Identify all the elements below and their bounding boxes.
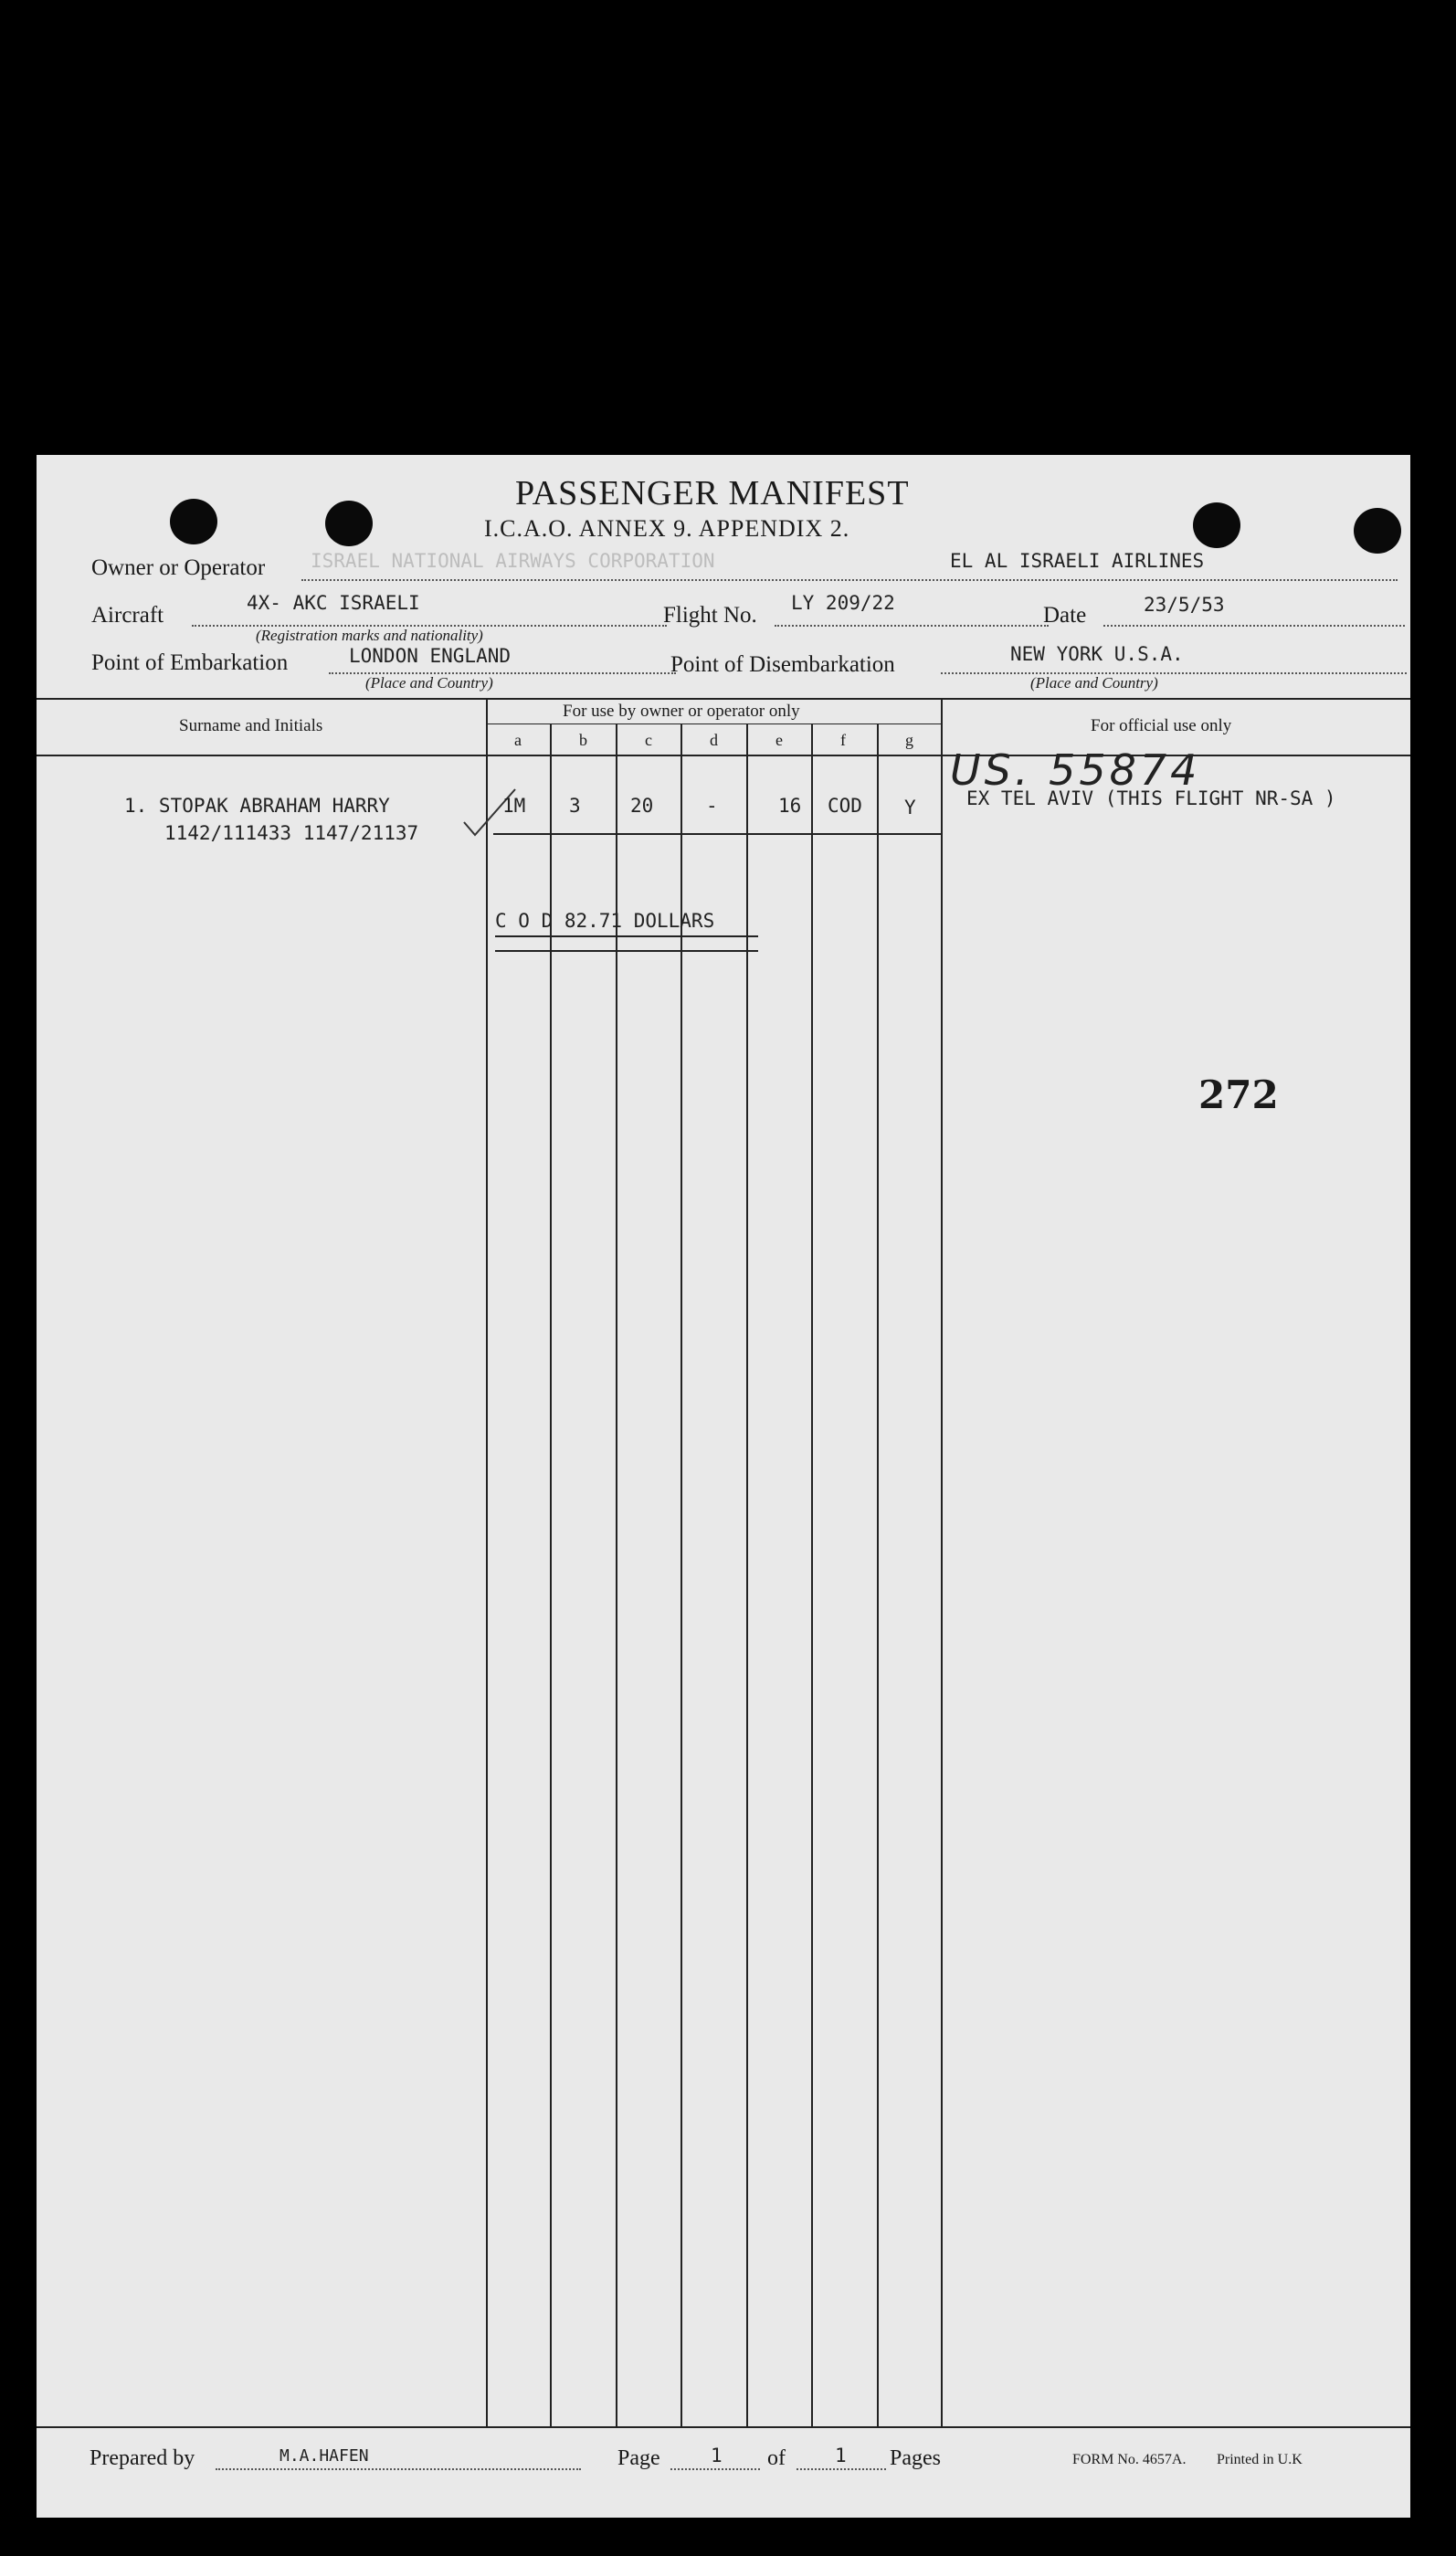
- column-header-d: d: [710, 731, 718, 749]
- surname-header: Surname and Initials: [179, 716, 323, 735]
- prepared-by-value: M.A.HAFEN: [280, 2446, 369, 2466]
- handwritten-number: US. 55874: [950, 745, 1201, 795]
- date-dotline: [1103, 625, 1405, 627]
- cell-a: 1M: [502, 795, 526, 817]
- prepared-by-label: Prepared by: [90, 2446, 195, 2470]
- cod-underline: [495, 950, 758, 952]
- column-divider: [616, 723, 617, 2426]
- prepared-dotline: [216, 2468, 581, 2470]
- punch-hole: [170, 499, 217, 544]
- embarkation-value: LONDON ENGLAND: [349, 645, 512, 667]
- of-label: of: [767, 2446, 786, 2470]
- row-underline: [493, 833, 941, 835]
- disembarkation-note: (Place and Country): [1030, 674, 1158, 692]
- column-header-c: c: [645, 731, 652, 749]
- page-label: Page: [617, 2446, 660, 2470]
- column-header-e: e: [775, 731, 783, 749]
- flight-label: Flight No.: [663, 603, 757, 628]
- punch-hole: [1354, 508, 1401, 554]
- punch-hole: [1193, 502, 1240, 548]
- cell-b: 3: [569, 795, 581, 817]
- pages-label: Pages: [890, 2446, 941, 2470]
- column-divider: [811, 723, 813, 2426]
- disembarkation-dotline: [941, 672, 1407, 674]
- column-divider: [877, 723, 879, 2426]
- page-value: 1: [711, 2445, 723, 2466]
- aircraft-note: (Registration marks and nationality): [256, 627, 483, 644]
- cod-underline: [495, 935, 758, 937]
- cell-c: 20: [630, 795, 654, 817]
- table-top-rule: [37, 698, 1410, 700]
- owner-value: EL AL ISRAELI AIRLINES: [950, 550, 1205, 572]
- date-label: Date: [1043, 603, 1087, 628]
- disembarkation-label: Point of Disembarkation: [670, 652, 895, 677]
- stamp-number: 272: [1198, 1072, 1279, 1117]
- aircraft-label: Aircraft: [91, 603, 164, 628]
- page-dotline: [670, 2468, 760, 2470]
- column-header-a: a: [514, 731, 522, 749]
- column-header-b: b: [579, 731, 587, 749]
- form-title: PASSENGER MANIFEST: [515, 474, 910, 512]
- column-header-f: f: [840, 731, 846, 749]
- passenger-name: 1. STOPAK ABRAHAM HARRY: [124, 795, 390, 817]
- embarkation-label: Point of Embarkation: [91, 650, 289, 675]
- form-number: FORM No. 4657A.: [1072, 2452, 1187, 2467]
- cell-d: -: [706, 795, 718, 817]
- column-header-g: g: [905, 731, 913, 749]
- owner-use-header: For use by owner or operator only: [563, 702, 800, 721]
- official-use-header: For official use only: [1091, 716, 1232, 735]
- official-note: EX TEL AVIV (THIS FLIGHT NR-SA ): [966, 787, 1336, 809]
- aircraft-value: 4X- AKC ISRAELI: [247, 592, 420, 614]
- date-value: 23/5/53: [1144, 594, 1225, 616]
- header-bottom-rule: [37, 755, 1410, 756]
- owner-label: Owner or Operator: [91, 555, 266, 580]
- column-divider: [941, 698, 943, 2426]
- of-dotline: [797, 2468, 886, 2470]
- column-divider: [550, 723, 552, 2426]
- cod-note: C O D 82.71 DOLLARS: [495, 910, 715, 932]
- cell-g: Y: [904, 797, 916, 819]
- manifest-form: [37, 455, 1410, 2518]
- disembarkation-value: NEW YORK U.S.A.: [1010, 643, 1184, 665]
- embarkation-note: (Place and Country): [365, 674, 493, 692]
- form-subtitle: I.C.A.O. ANNEX 9. APPENDIX 2.: [484, 515, 850, 542]
- flight-dotline: [775, 625, 1049, 627]
- column-divider: [746, 723, 748, 2426]
- flight-value: LY 209/22: [791, 592, 895, 614]
- printed-in: Printed in U.K: [1217, 2452, 1303, 2467]
- owner-use-rule: [488, 723, 943, 724]
- owner-faded-value: ISRAEL NATIONAL AIRWAYS CORPORATION: [311, 550, 715, 572]
- owner-dotline: [301, 579, 1398, 581]
- passenger-ids: 1142/111433 1147/21137: [164, 822, 419, 844]
- cell-f: COD: [828, 795, 862, 817]
- of-value: 1: [835, 2445, 847, 2466]
- column-divider: [681, 723, 682, 2426]
- footer-rule: [37, 2426, 1410, 2428]
- punch-hole: [325, 501, 373, 546]
- cell-e: 16: [778, 795, 802, 817]
- column-divider: [486, 698, 488, 2426]
